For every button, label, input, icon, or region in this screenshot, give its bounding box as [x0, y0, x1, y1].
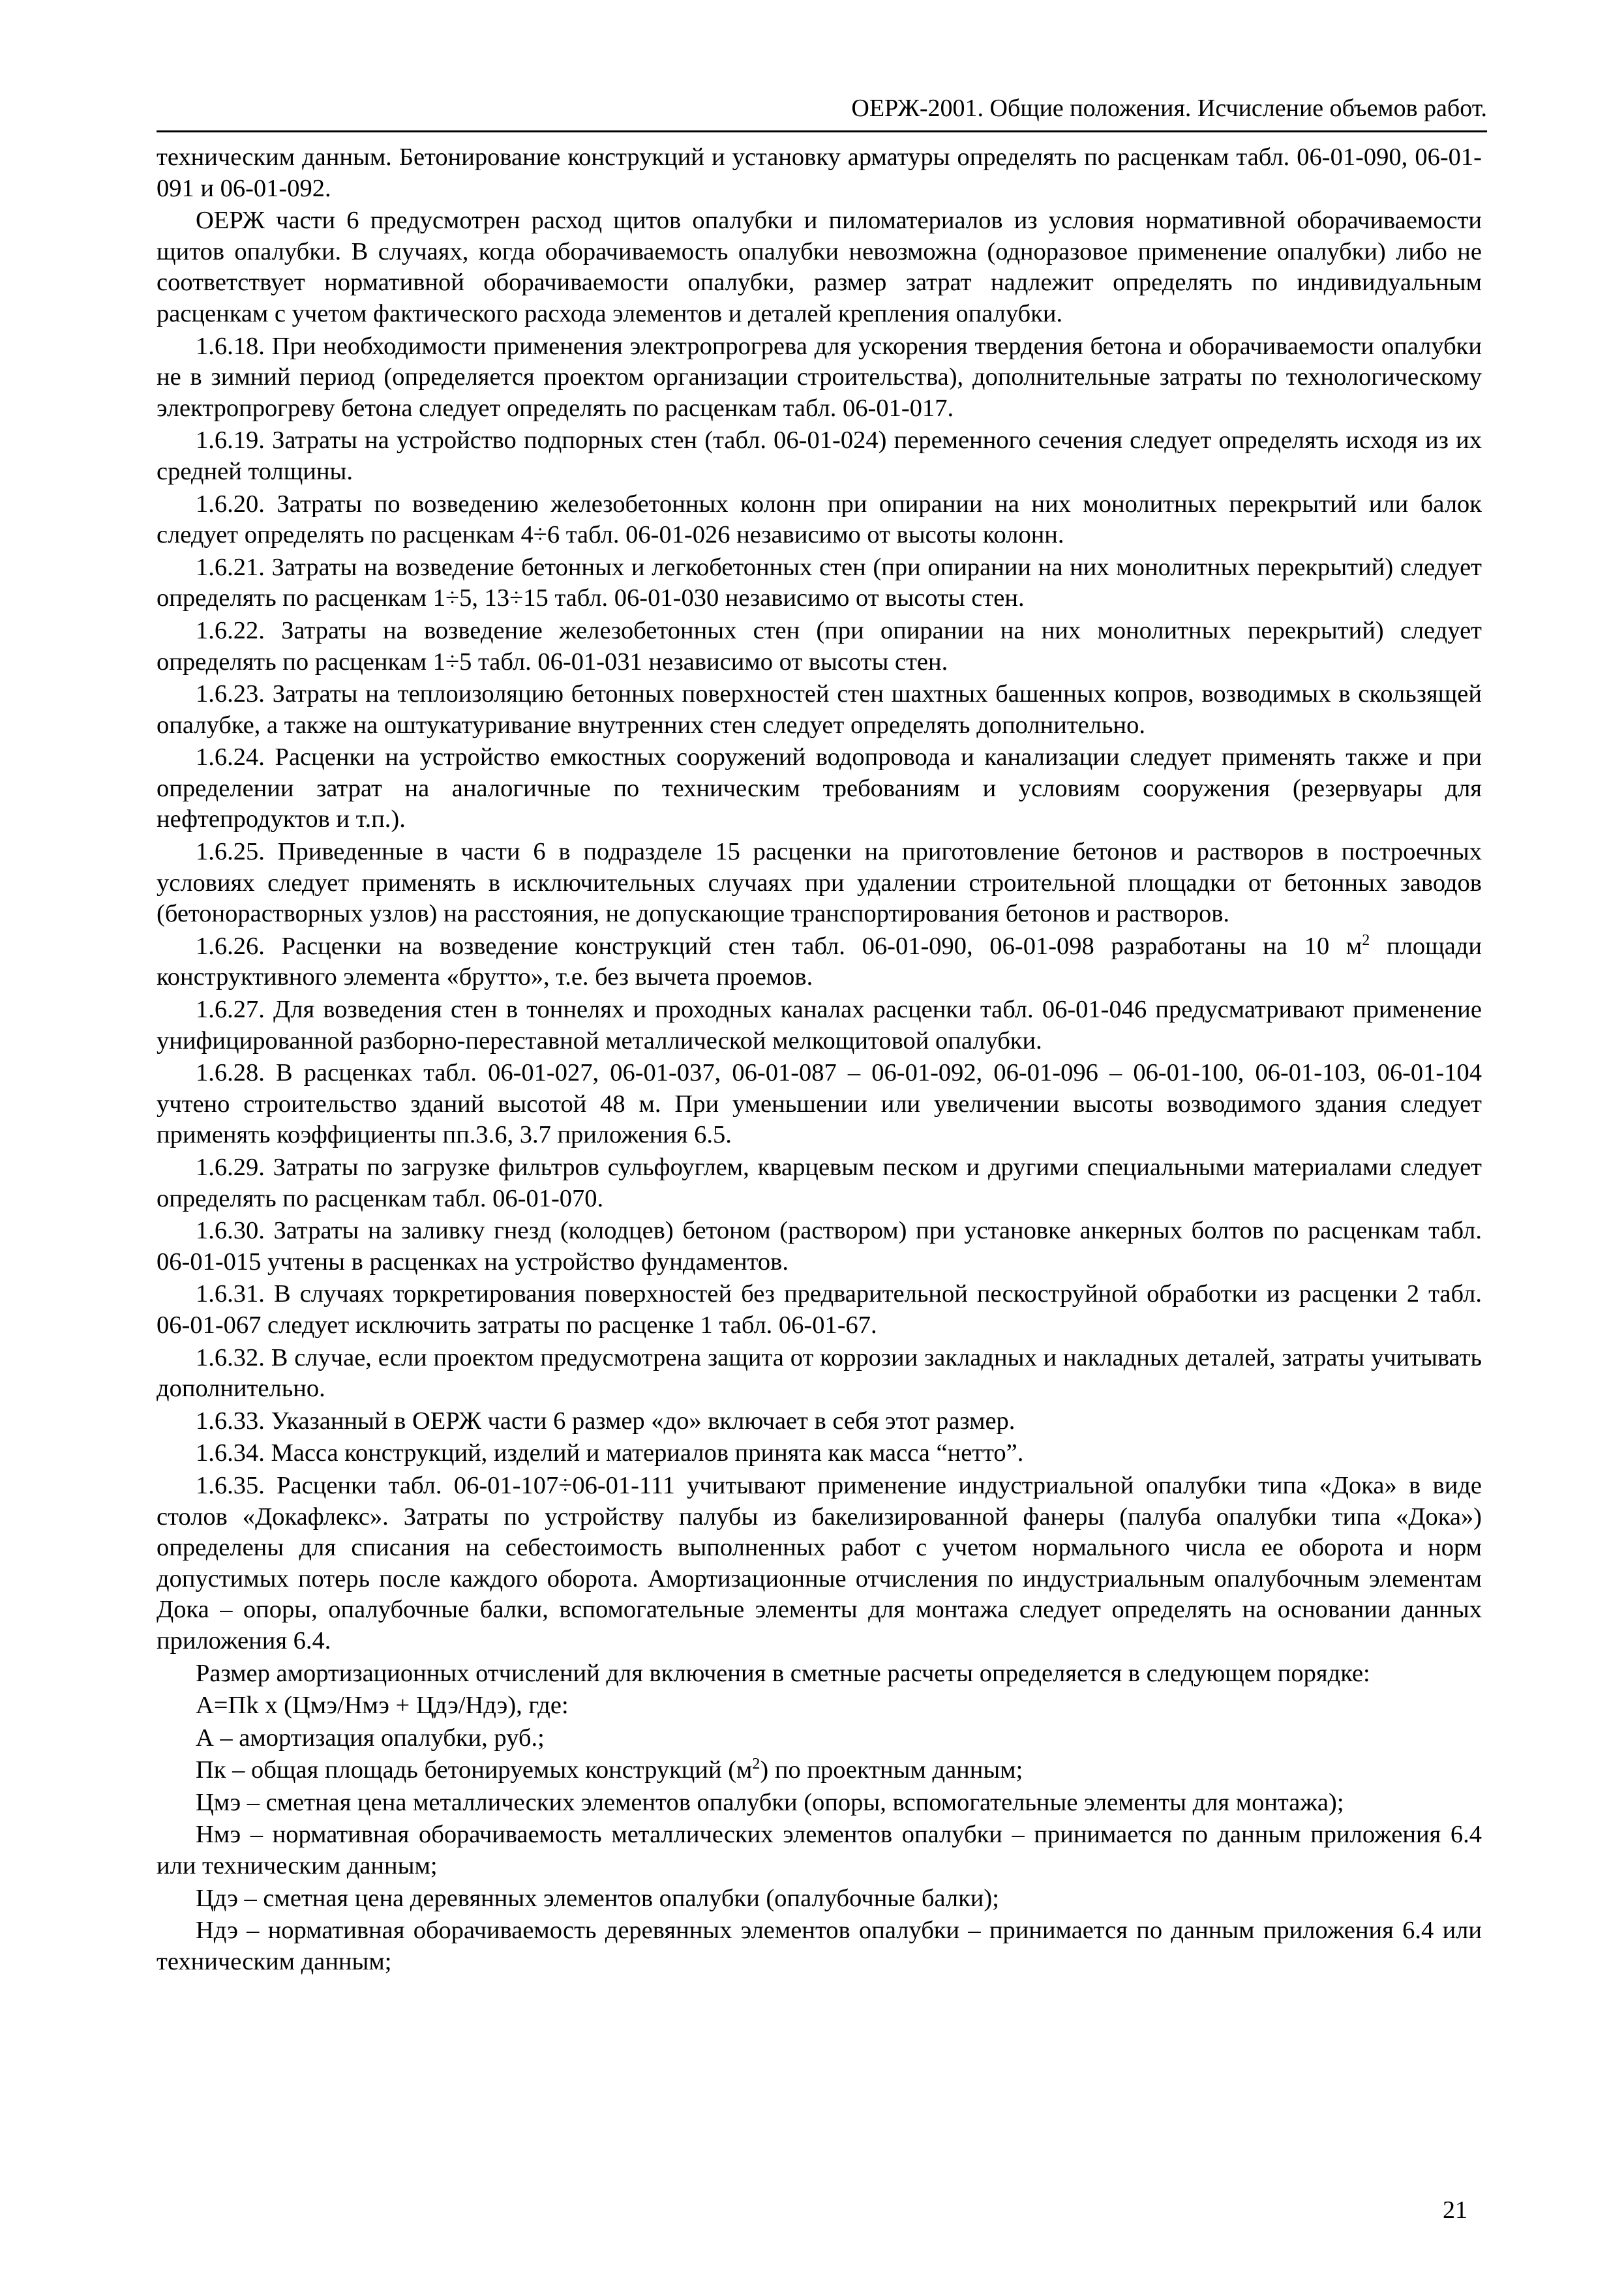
- paragraph: ОЕРЖ части 6 предусмотрен расход щитов опалубки и пиломатериалов из условия нормативной оборачиваемости щитов опалубки. В случаях, когда оборачиваемость опалубки невозможна (одноразовое применение опалубки) либо не соответствует нормативной оборачиваемости опалубки, размер затрат надлежит определять по индивидуальным расценкам с учетом фактического расхода элементов и деталей крепления опалубки.: [157, 207, 1482, 327]
- paragraph-1-6-23: 1.6.23. Затраты на теплоизоляцию бетонных поверхностей стен шахтных башенных копров, возводимых в скользящей опалубке, а также на оштукатуривание внутренних стен следует определять дополнительно.: [157, 680, 1482, 739]
- header-divider: [157, 130, 1487, 132]
- definition-line: Ндэ – нормативная оборачиваемость деревянных элементов опалубки – принимается по данным приложения 6.4 или техническим данным;: [157, 1917, 1482, 1975]
- definition-line: Цдэ – сметная цена деревянных элементов опалубки (опалубочные балки);: [196, 1884, 999, 1912]
- page-number: 21: [1443, 2196, 1467, 2224]
- paragraph-text: Пк – общая площадь бетонируемых конструкций (м: [196, 1756, 753, 1784]
- paragraph: техническим данным. Бетонирование конструкций и установку арматуры определять по расценкам табл. 06-01-090, 06-01-091 и 06-01-092.: [157, 143, 1482, 202]
- body-text: [157, 142, 1482, 1979]
- paragraph-text: площади конструктивного элемента «брутто», т.е. без вычета проемов.: [157, 932, 1482, 991]
- paragraph-text: 1.6.26. Расценки на возведение конструкций стен табл. 06-01-090, 06-01-098 разработаны на 10 м: [196, 932, 1362, 960]
- paragraph-1-6-25: 1.6.25. Приведенные в части 6 в подразделе 15 расценки на приготовление бетонов и растворов в построечных условиях следует применять в исключительных случаях при удалении строительной площадки от бетонных заводов (бетонорастворных узлов) на расстояния, не допускающие транспортирования бетонов и растворов.: [157, 838, 1482, 928]
- paragraph-1-6-22: 1.6.22. Затраты на возведение железобетонных стен (при опирании на них монолитных перекрытий) следует определять по расценкам 1÷5 табл. 06-01-031 независимо от высоты стен.: [157, 616, 1482, 676]
- definition-line: [157, 1755, 1482, 1786]
- paragraph-1-6-30: 1.6.30. Затраты на заливку гнезд (колодцев) бетоном (раствором) при установке анкерных болтов по расценкам табл. 06-01-015 учтены в расценках на устройство фундаментов.: [157, 1217, 1482, 1276]
- formula-line: А=Пk х (Цмэ/Нмэ + Цдэ/Ндэ), где:: [196, 1692, 569, 1720]
- superscript: 2: [752, 1756, 760, 1773]
- paragraph-1-6-27: 1.6.27. Для возведения стен в тоннелях и проходных каналах расценки табл. 06-01-046 предусматривают применение унифицированной разборно-переставной металлической мелкощитовой опалубки.: [157, 996, 1482, 1055]
- paragraph-1-6-20: 1.6.20. Затраты по возведению железобетонных колонн при опирании на них монолитных перекрытий или балок следует определять по расценкам 4÷6 табл. 06-01-026 независимо от высоты колонн.: [157, 490, 1482, 549]
- definition-line: Цмэ – сметная цена металлических элементов опалубки (опоры, вспомогательные элементы для монтажа);: [196, 1788, 1344, 1816]
- paragraph-1-6-28: 1.6.28. В расценках табл. 06-01-027, 06-01-037, 06-01-087 – 06-01-092, 06-01-096 – 06-01-100, 06-01-103, 06-01-104 учтено строительство зданий высотой 48 м. При уменьшении или увеличении высоты возводимого здания следует применять коэффициенты пп.3.6, 3.7 приложения 6.5.: [157, 1059, 1482, 1149]
- paragraph-1-6-19: 1.6.19. Затраты на устройство подпорных стен (табл. 06-01-024) переменного сечения следует определять исходя из их средней толщины.: [157, 426, 1482, 485]
- definition-line: А – амортизация опалубки, руб.;: [196, 1724, 545, 1752]
- paragraph-1-6-24: 1.6.24. Расценки на устройство емкостных сооружений водопровода и канализации следует применять также и при определении затрат на аналогичные по техническим требованиям и условиям сооружения (резервуары для нефтепродуктов и т.п.).: [157, 743, 1482, 833]
- superscript: 2: [1362, 932, 1370, 950]
- paragraph-1-6-35: 1.6.35. Расценки табл. 06-01-107÷06-01-111 учитывают применение индустриальной опалубки типа «Дока» в виде столов «Докафлекс». Затраты по устройству палубы из бакелизированной фанеры (палуба опалубки типа «Дока») определены для списания на себестоимость выполненных работ с учетом нормального числа ее оборота и норм допустимых потерь после каждого оборота. Амортизационные отчисления по индустриальным опалубочным элементам Дока – опоры, опалубочные балки, вспомогательные элементы для монтажа следует определять на основании данных приложения 6.4.: [157, 1471, 1482, 1654]
- paragraph-1-6-32: 1.6.32. В случае, если проектом предусмотрена защита от коррозии закладных и накладных деталей, затраты учитывать дополнительно.: [157, 1343, 1482, 1403]
- definition-line: Нмэ – нормативная оборачиваемость металлических элементов опалубки – принимается по данным приложения 6.4 или техническим данным;: [157, 1821, 1482, 1880]
- paragraph-1-6-31: 1.6.31. В случаях торкретирования поверхностей без предварительной пескоструйной обработки из расценки 2 табл. 06-01-067 следует исключить затраты по расценке 1 табл. 06-01-67.: [157, 1280, 1482, 1339]
- paragraph-1-6-29: 1.6.29. Затраты по загрузке фильтров сульфоуглем, кварцевым песком и другими специальными материалами следует определять по расценкам табл. 06-01-070.: [157, 1154, 1482, 1212]
- paragraph-1-6-18: 1.6.18. При необходимости применения электропрогрева для ускорения твердения бетона и оборачиваемости опалубки не в зимний период (определяется проектом организации строительства), дополнительные затраты по технологическому электропрогреву бетона следует определять по расценкам табл. 06-01-017.: [157, 332, 1482, 422]
- paragraph-text: ) по проектным данным;: [760, 1756, 1023, 1784]
- paragraph: Размер амортизационных отчислений для включения в сметные расчеты определяется в следующем порядке:: [196, 1659, 1370, 1687]
- running-header: ОЕРЖ-2001. Общие положения. Исчисление объемов работ.: [851, 95, 1487, 122]
- paragraph-1-6-34: 1.6.34. Масса конструкций, изделий и материалов принята как масса “нетто”.: [196, 1439, 1024, 1467]
- paragraph-1-6-33: 1.6.33. Указанный в ОЕРЖ части 6 размер «до» включает в себя этот размер.: [196, 1407, 1015, 1435]
- paragraph-1-6-21: 1.6.21. Затраты на возведение бетонных и легкобетонных стен (при опирании на них монолитных перекрытий) следует определять по расценкам 1÷5, 13÷15 табл. 06-01-030 независимо от высоты стен.: [157, 553, 1482, 612]
- paragraph-1-6-26: [157, 931, 1482, 993]
